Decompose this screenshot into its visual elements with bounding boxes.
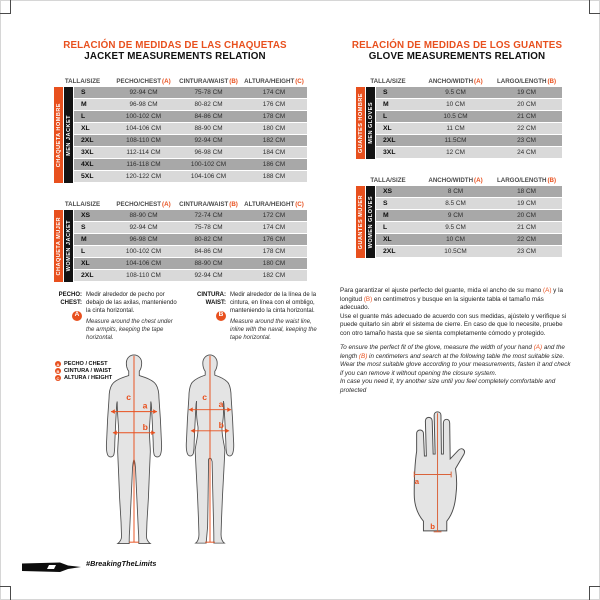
table-cell: 10 CM: [446, 236, 465, 243]
table-row: [376, 123, 562, 135]
letter-c-badge: C: [56, 375, 60, 381]
size-cell: XL: [383, 125, 392, 132]
table-row: [74, 171, 307, 183]
size-cell: XS: [81, 212, 91, 219]
chest-label-en: CHEST:: [60, 299, 82, 306]
col-label: ALTURA/HEIGHT: [244, 77, 295, 85]
col-cintura-waist: [176, 78, 241, 85]
table-cell: 75-78 CM: [194, 89, 223, 96]
glove-paragraph-en: [340, 344, 574, 395]
waist-label: [194, 292, 226, 343]
table-row: [376, 222, 562, 234]
col-letter-a: (A): [162, 77, 171, 85]
col-altura-height: [241, 78, 307, 85]
table-cell: 9 CM: [447, 212, 464, 219]
text-segment: To ensure the perfect fit of the glove, measure the width of your hand: [340, 344, 534, 351]
table-row: [376, 99, 562, 111]
side-label-en-bar: [64, 87, 73, 183]
table-header: [54, 76, 307, 86]
col-letter-b: (B): [229, 77, 238, 85]
table-cell: 182 CM: [262, 272, 286, 279]
table-cell: 182 CM: [262, 137, 286, 144]
table-cell: 11.5CM: [444, 137, 467, 144]
table-row: [74, 258, 307, 270]
size-cell: 2XL: [383, 248, 396, 255]
letter-a-badge: A: [56, 361, 60, 367]
table-cell: 100-102 CM: [190, 161, 227, 168]
side-label-en-bar: [366, 186, 375, 258]
table-cell: 8 CM: [447, 188, 464, 195]
table-cell: 180 CM: [262, 260, 286, 267]
table-cell: 10 CM: [446, 101, 465, 108]
table-cell: 172 CM: [262, 212, 286, 219]
table-cell: 112-114 CM: [126, 149, 161, 156]
table-cell: 24 CM: [517, 149, 536, 156]
col-talla-size: TALLA/SIZE: [64, 200, 101, 208]
side-label-es: GUANTES MUJER: [357, 194, 364, 250]
table-header: [356, 175, 562, 185]
hand-diagram: [404, 410, 474, 542]
table-cell: 80-82 CM: [194, 101, 223, 108]
size-cell: XL: [81, 260, 90, 267]
jackets-title-en: JACKET MEASUREMENTS RELATION: [84, 51, 266, 62]
table-cell: 174 CM: [262, 89, 286, 96]
table-cell: 92-94 CM: [129, 89, 158, 96]
table-row: [74, 234, 307, 246]
col-label: ALTURA/HEIGHT: [244, 200, 295, 208]
letter-b-ref: (B): [358, 352, 368, 360]
table-cell: 8.5 CM: [445, 200, 466, 207]
col-talla-size: TALLA/SIZE: [370, 176, 406, 184]
side-label-en: WOMEN JACKET: [65, 220, 72, 272]
table-row: [376, 147, 562, 159]
table-cell: 19 CM: [517, 200, 536, 207]
table-row: [74, 87, 307, 99]
col-talla-size: TALLA/SIZE: [64, 77, 101, 85]
measuring-instructions: [52, 292, 326, 343]
size-cell: XL: [383, 236, 392, 243]
table-row: [376, 87, 562, 99]
table-rows: [376, 186, 562, 258]
table-cell: 9.5 CM: [445, 89, 466, 96]
size-cell: M: [383, 101, 389, 108]
text-segment: in centimeters and search at the following table the most suitable size. Wear the most suitable glove according to your measurements, fasten it and check if you can remove it without opening the closure system.: [340, 352, 571, 377]
waist-line-label: b: [142, 421, 148, 432]
side-label-en: MEN GLOVES: [367, 102, 374, 144]
side-label-en: WOMEN GLOVES: [367, 195, 374, 249]
size-cell: S: [383, 89, 388, 96]
size-cell: L: [81, 113, 86, 120]
text-segment: and the length: [340, 344, 565, 360]
col-letter-b: (B): [547, 77, 557, 85]
table-row: [74, 270, 307, 282]
size-cell: S: [81, 224, 86, 231]
letter-a-ref: (A): [543, 287, 552, 294]
table-cell: 176 CM: [262, 236, 286, 243]
table-cell: 96-98 CM: [129, 236, 158, 243]
table-cell: 96-98 CM: [194, 149, 223, 156]
size-cell: S: [81, 89, 86, 96]
table-row: [74, 246, 307, 258]
table-cell: 108-110 CM: [126, 137, 161, 144]
side-label-es-bar: [54, 87, 63, 183]
table-cell: 21 CM: [517, 224, 536, 231]
table-cell: 20 CM: [517, 212, 536, 219]
table-row: [376, 111, 562, 123]
size-cell: L: [81, 248, 86, 255]
table-cell: 184 CM: [262, 149, 286, 156]
crop-mark-bottom-right-v: [589, 586, 590, 600]
table-rows: [376, 87, 562, 159]
table-cell: 84-86 CM: [194, 248, 223, 255]
col-cintura-waist: [176, 201, 241, 208]
breaking-the-limits-tagline: #BreakingTheLimits: [86, 559, 157, 568]
width-line-label: a: [414, 477, 420, 487]
table-cell: 10.5 CM: [443, 113, 468, 120]
women-gloves-table: [356, 175, 562, 258]
crop-mark-top-right-v: [589, 0, 590, 14]
side-label-es-bar: [54, 210, 63, 282]
table-cell: 100-102 CM: [125, 113, 162, 120]
table-cell: 10.5CM: [444, 248, 467, 255]
table-row: [376, 234, 562, 246]
size-cell: M: [81, 236, 87, 243]
side-label-es-bar: [356, 87, 365, 159]
waist-text-es: Medir alrededor de la línea de la cintura, en línea con el ombligo, manteniendo la cinta horizontal.: [230, 292, 317, 314]
crop-mark-bottom-left-v: [10, 586, 11, 600]
table-row: [376, 135, 562, 147]
waist-line-label: b: [218, 419, 224, 430]
legend-label: PECHO / CHEST: [64, 361, 108, 367]
glove-paragraph-en-1: [340, 344, 574, 378]
col-largo-length: [491, 78, 562, 85]
text-segment: en centímetros y busque en la siguiente tabla el tamaño más adecuado.: [340, 295, 544, 312]
table-body: [54, 210, 307, 282]
size-cell: M: [383, 212, 389, 219]
table-cell: 104-106 CM: [125, 260, 162, 267]
table-cell: 20 CM: [517, 101, 536, 108]
table-cell: 18 CM: [517, 188, 536, 195]
col-label: ANCHO/WIDTH: [428, 176, 474, 184]
size-cell: S: [383, 200, 388, 207]
table-cell: 178 CM: [262, 113, 286, 120]
col-altura-height: [241, 201, 307, 208]
table-cell: 92-94 CM: [194, 137, 223, 144]
col-letter-c: (C): [295, 200, 304, 208]
height-line-label: c: [202, 392, 208, 403]
table-body: [54, 87, 307, 183]
col-letter-a: (A): [162, 200, 171, 208]
size-cell: 3XL: [383, 149, 396, 156]
table-cell: 88-90 CM: [194, 125, 223, 132]
table-rows: [74, 210, 307, 282]
table-rows: [74, 87, 307, 183]
table-cell: 84-86 CM: [194, 113, 223, 120]
side-label-es: CHAQUETA HOMBRE: [55, 102, 62, 168]
table-row: [74, 222, 307, 234]
table-cell: 22 CM: [517, 236, 536, 243]
table-cell: 9.5 CM: [445, 224, 466, 231]
page-number-badge: [22, 560, 82, 578]
col-label: CINTURA/WAIST: [179, 200, 229, 208]
table-cell: 176 CM: [262, 101, 286, 108]
table-cell: 96-98 CM: [129, 101, 158, 108]
legend-label: CINTURA / WAIST: [64, 368, 112, 374]
table-cell: 116-118 CM: [126, 161, 161, 168]
size-cell: M: [81, 101, 87, 108]
waist-text-en: Measure around the waist line, inline with the naval, keeping the tape horizontal.: [230, 319, 317, 341]
gloves-title-es: RELACIÓN DE MEDIDAS DE LOS GUANTES: [351, 40, 563, 51]
letter-b-badge: B: [56, 368, 60, 374]
letter-b-badge: B: [216, 311, 226, 321]
table-cell: 22 CM: [517, 125, 536, 132]
size-cell: 4XL: [81, 161, 94, 168]
size-cell: XS: [383, 188, 393, 195]
table-row: [376, 246, 562, 258]
crop-mark-top-left-h: [0, 13, 10, 14]
table-cell: 92-94 CM: [129, 224, 158, 231]
letter-a-badge: A: [72, 311, 82, 321]
col-talla-size: TALLA/SIZE: [370, 77, 406, 85]
letter-b-ref: (B): [363, 295, 373, 303]
table-body: [356, 87, 562, 159]
table-cell: 100-102 CM: [125, 248, 162, 255]
col-letter-a: (A): [474, 176, 483, 184]
hand-silhouette: [414, 412, 464, 531]
chest-label-es: PECHO:: [58, 292, 82, 298]
chest-line-label: a: [142, 400, 148, 411]
table-cell: 174 CM: [262, 224, 286, 231]
glove-paragraph-es-1: [340, 287, 574, 313]
col-label: LARGO/LENGTH: [496, 176, 547, 184]
men-gloves-table: [356, 76, 562, 159]
table-cell: 88-90 CM: [194, 260, 223, 267]
table-cell: 104-106 CM: [125, 125, 162, 132]
table-cell: 23 CM: [517, 248, 536, 255]
body-diagrams: [103, 354, 241, 546]
col-ancho-width: [420, 78, 491, 85]
table-cell: 12 CM: [446, 149, 465, 156]
table-cell: 72-74 CM: [194, 212, 223, 219]
length-line-label: b: [430, 521, 435, 531]
table-row: [376, 210, 562, 222]
side-label-es-bar: [356, 186, 365, 258]
size-cell: 5XL: [81, 173, 94, 180]
table-row: [74, 159, 307, 171]
table-cell: 188 CM: [262, 173, 286, 180]
table-cell: 120-122 CM: [125, 173, 162, 180]
side-label-en: MEN JACKET: [65, 114, 72, 156]
waist-instruction: [194, 292, 326, 343]
side-label-en-bar: [64, 210, 73, 282]
table-cell: 92-94 CM: [194, 272, 223, 279]
table-cell: 80-82 CM: [194, 236, 223, 243]
crop-mark-top-right-h: [590, 13, 600, 14]
col-largo-length: [491, 177, 562, 184]
table-row: [74, 99, 307, 111]
chest-text-es: Medir alrededor de pecho por debajo de las axilas, manteniendo la cinta horizontal.: [86, 292, 177, 314]
glove-paragraph-en-2: In case you need it, try another size until you feel completely comfortable and protected: [340, 378, 556, 394]
size-cell: 2XL: [81, 137, 94, 144]
table-cell: 108-110 CM: [126, 272, 161, 279]
height-line-label: c: [126, 392, 132, 403]
col-label: CINTURA/WAIST: [179, 77, 229, 85]
table-cell: 178 CM: [262, 248, 286, 255]
size-cell: 2XL: [81, 272, 94, 279]
table-row: [74, 123, 307, 135]
table-row: [74, 147, 307, 159]
table-header: [54, 199, 307, 209]
waist-label-en: WAIST:: [205, 299, 226, 306]
col-label: PECHO/CHEST: [116, 77, 162, 85]
badge-flag-icon: [22, 562, 82, 573]
male-body-diagram: [103, 354, 165, 546]
table-cell: 180 CM: [262, 125, 286, 132]
table-row: [74, 210, 307, 222]
size-cell: 2XL: [383, 137, 396, 144]
table-cell: 21 CM: [517, 113, 536, 120]
crop-mark-bottom-right-h: [590, 586, 600, 587]
jackets-title-es: RELACIÓN DE MEDIDAS DE LAS CHAQUETAS: [63, 40, 287, 51]
table-body: [356, 186, 562, 258]
waist-text: [230, 292, 326, 343]
chest-line-label: a: [218, 398, 224, 409]
letter-a-ref: (A): [533, 344, 543, 351]
women-jacket-table: [54, 199, 307, 282]
text-segment: Para garantizar el ajuste perfecto del guante, mida el ancho de su mano: [340, 287, 544, 294]
chest-instruction: [52, 292, 182, 343]
waist-label-es: CINTURA:: [197, 292, 226, 298]
chest-text-en: Measure around the chest under the armpits, keeping the tape horizontal.: [86, 319, 173, 341]
text-segment: y la longitud: [340, 287, 563, 303]
size-cell: L: [383, 113, 388, 120]
legend-label: ALTURA / HEIGHT: [64, 375, 113, 381]
table-cell: 75-78 CM: [194, 224, 223, 231]
table-cell: 11 CM: [446, 125, 465, 132]
men-jacket-table: [54, 76, 307, 183]
table-cell: 88-90 CM: [129, 212, 158, 219]
col-letter-b: (B): [229, 200, 238, 208]
col-label: ANCHO/WIDTH: [428, 77, 474, 85]
size-cell: L: [383, 224, 388, 231]
col-ancho-width: [420, 177, 491, 184]
glove-hand-diagram: [404, 410, 474, 537]
table-cell: 23 CM: [517, 137, 536, 144]
table-row: [74, 111, 307, 123]
col-letter-b: (B): [547, 176, 557, 184]
crop-mark-bottom-left-h: [0, 586, 10, 587]
size-cell: XL: [81, 125, 90, 132]
size-cell: 3XL: [81, 149, 94, 156]
table-row: [74, 135, 307, 147]
table-cell: 186 CM: [262, 161, 286, 168]
table-header: [356, 76, 562, 86]
side-label-es: CHAQUETA MUJER: [55, 216, 62, 276]
table-row: [376, 186, 562, 198]
col-pecho-chest: [111, 78, 176, 85]
col-label: LARGO/LENGTH: [496, 77, 547, 85]
side-label-en-bar: [366, 87, 375, 159]
chest-label: [52, 292, 82, 343]
glove-paragraph-es-2: Use el guante más adecuado de acuerdo con sus medidas, ajústelo y verifique si puede quitarlo sin abrir el sistema de cierre. En caso de que lo necesite, pruebe con otro tamaño hasta que se sienta completamente cómodo y protegido.: [340, 312, 567, 337]
col-letter-c: (C): [295, 77, 304, 85]
side-label-es: GUANTES HOMBRE: [357, 92, 364, 154]
table-cell: 19 CM: [517, 89, 536, 96]
col-letter-a: (A): [474, 77, 483, 85]
crop-mark-top-left-v: [10, 0, 11, 14]
glove-paragraph-es: [340, 287, 574, 338]
col-label: PECHO/CHEST: [116, 200, 162, 208]
chest-text: [86, 292, 182, 343]
gloves-title-en: GLOVE MEASUREMENTS RELATION: [368, 51, 546, 62]
col-pecho-chest: [111, 201, 176, 208]
table-cell: 104-106 CM: [190, 173, 227, 180]
table-row: [376, 198, 562, 210]
female-body-diagram: [179, 354, 241, 546]
